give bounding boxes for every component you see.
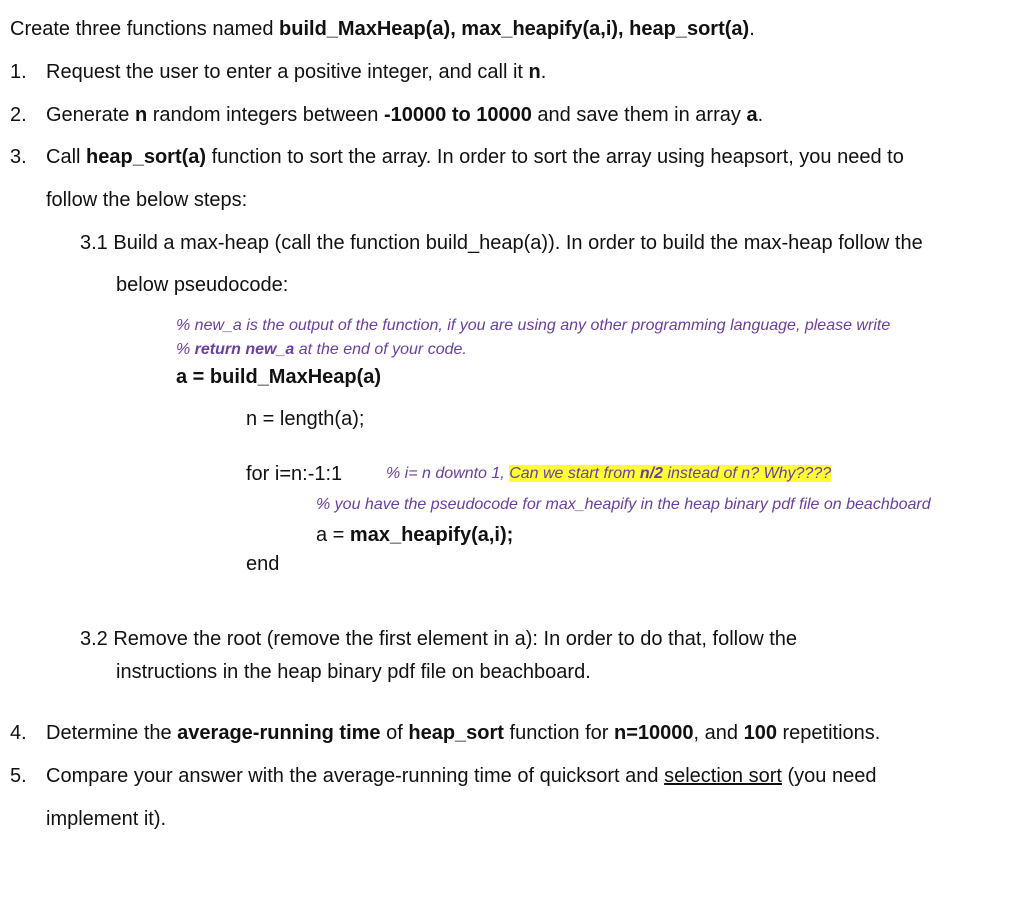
- code-for-line: for i=n:-1:1: [246, 463, 343, 485]
- item-2-var-a: a: [746, 104, 758, 126]
- step-3-2-line-2: instructions in the heap binary pdf file on beachboard.: [116, 661, 591, 683]
- intro-function-names: build_MaxHeap(a), max_heapify(a,i), heap_sort(a): [279, 18, 750, 40]
- code-comment-3: % you have the pseudocode for max_heapify in the heap binary pdf file on beachboard: [316, 496, 931, 513]
- code-end-line: end: [246, 553, 280, 575]
- item-5-line-2: implement it).: [46, 808, 167, 830]
- item-3-func: heap_sort(a): [86, 146, 207, 168]
- item-3-line-2: follow the below steps:: [46, 189, 248, 211]
- code-comment-2-return: return new_a: [194, 341, 295, 358]
- item-4-number: 4.: [10, 722, 27, 744]
- item-4: [46, 720, 880, 746]
- step-3-1-line-2: below pseudocode:: [116, 274, 289, 296]
- item-3: [46, 144, 904, 170]
- highlighted-question: [509, 465, 831, 482]
- item-2-text: Generate: [46, 104, 135, 126]
- item-4-func: heap_sort: [408, 722, 504, 744]
- code-comment-2: [176, 339, 467, 361]
- item-5-text-b: (you need: [781, 765, 877, 787]
- item-2-end: .: [757, 104, 764, 126]
- item-2-number: 2.: [10, 104, 27, 126]
- item-4-end: repetitions.: [776, 722, 881, 744]
- code-comment-2-prefix: %: [176, 341, 195, 358]
- intro-line: [10, 16, 755, 42]
- code-for-comment: [386, 463, 831, 485]
- item-4-text-b: of: [380, 722, 409, 744]
- code-heapify-lhs: a =: [316, 524, 350, 546]
- item-3-number: 3.: [10, 146, 27, 168]
- code-length-line: n = length(a);: [246, 408, 365, 430]
- item-1-number: 1.: [10, 61, 27, 83]
- item-1: [46, 59, 546, 85]
- item-2-text-b: random integers between: [147, 104, 384, 126]
- code-assign-line: [176, 364, 381, 390]
- item-5-number: 5.: [10, 765, 27, 787]
- item-4-metric: average-running time: [177, 722, 381, 744]
- item-2-text-c: and save them in array: [531, 104, 747, 126]
- highlighted-question-b: instead of n? Why????: [663, 465, 832, 482]
- code-comment-1: % new_a is the output of the function, if you are using any other programming language, please write: [176, 317, 891, 334]
- item-2: [46, 102, 763, 128]
- item-3-text-b: function to sort the array. In order to sort the array using heapsort, you need to: [206, 146, 904, 168]
- highlighted-question-n2: n/2: [639, 465, 664, 482]
- item-4-n: n=10000: [614, 722, 694, 744]
- item-1-end: .: [540, 61, 547, 83]
- item-1-text: Request the user to enter a positive integer, and call it: [46, 61, 529, 83]
- item-3-text: Call: [46, 146, 87, 168]
- item-2-var-n: n: [134, 104, 148, 126]
- code-for-comment-text: % i= n downto 1,: [386, 465, 510, 482]
- code-heapify-call: max_heapify(a,i);: [349, 524, 514, 546]
- highlighted-question-a: Can we start from: [509, 465, 640, 482]
- item-2-range: -10000 to 10000: [383, 104, 532, 126]
- item-1-var: n: [528, 61, 541, 83]
- step-3-2-line-1: 3.2 Remove the root (remove the first element in a): In order to do that, follow the: [80, 628, 798, 650]
- code-comment-2-suffix: at the end of your code.: [294, 341, 467, 358]
- code-assign-call: build_MaxHeap(a): [209, 366, 382, 388]
- code-assign-lhs: a =: [176, 366, 210, 388]
- intro-text: Create three functions named: [10, 18, 280, 40]
- item-5-text: Compare your answer with the average-running time of quicksort and: [46, 765, 665, 787]
- item-5-selection-sort: selection sort: [664, 765, 782, 787]
- item-4-text-c: function for: [503, 722, 615, 744]
- item-4-text-d: , and: [693, 722, 744, 744]
- item-4-reps: 100: [743, 722, 777, 744]
- item-5: [46, 763, 876, 789]
- step-3-1-line-1: 3.1 Build a max-heap (call the function build_heap(a)). In order to build the max-heap follow the: [80, 232, 923, 254]
- code-heapify-line: [316, 522, 513, 548]
- item-4-text: Determine the: [46, 722, 178, 744]
- intro-period: .: [749, 18, 755, 40]
